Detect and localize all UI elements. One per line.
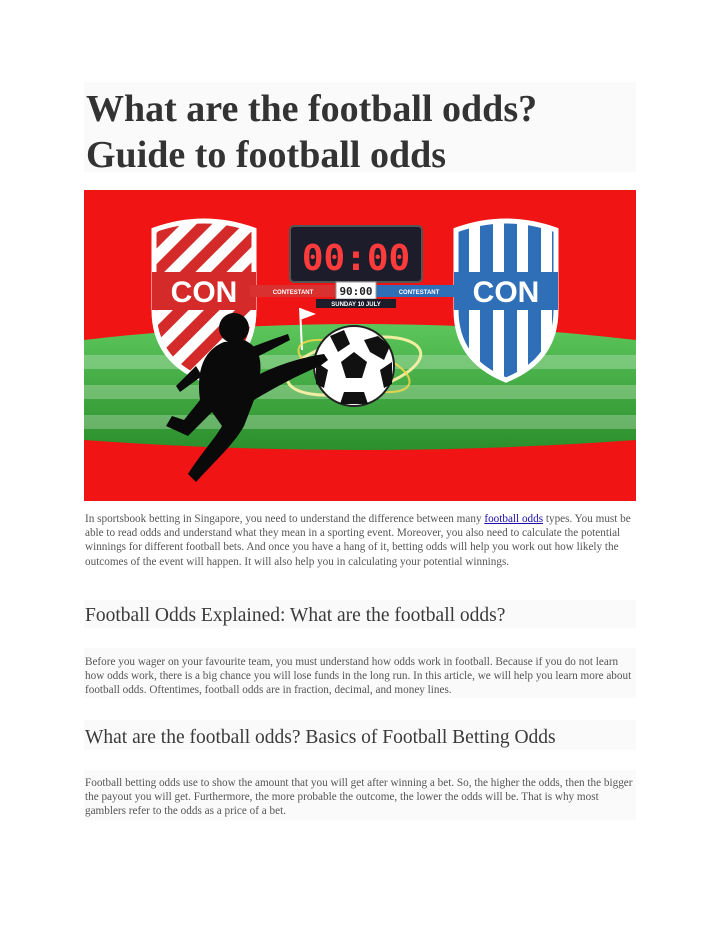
right-contestant-label: CONTESTANT (398, 290, 440, 296)
right-shield (454, 221, 558, 380)
match-date: SUNDAY 10 JULY (331, 302, 381, 308)
section2-paragraph: Football betting odds use to show the amount that you will get after winning a bet. So, the higher the odds, then the bigger the payout you will get. Furthermore, the more probable the outcome, the lower the odds will be. That is why most gamblers refer to the odds as a price of a bet. (85, 777, 633, 818)
title-line-2: Guide to football odds (86, 134, 447, 176)
section1-heading: Football Odds Explained: What are the football odds? (85, 605, 506, 626)
football-odds-link[interactable]: football odds (484, 513, 544, 525)
scoreboard-time: 00:00 (301, 238, 411, 279)
left-shield-text: CON (170, 276, 238, 309)
scoreboard (250, 226, 462, 308)
section2-heading: What are the football odds? Basics of Football Betting Odds (85, 727, 556, 748)
title-line-1: What are the football odds? (86, 88, 538, 130)
right-shield-text: CON (472, 276, 540, 309)
section1-paragraph: Before you wager on your favourite team, you must understand how odds work in football. Because if you do not learn how odds work, there is a big chance you will lose funds in the long run. In this article, we will help you learn more about football odds. Oftentimes, football odds are in fraction, decimal, and money lines. (85, 656, 632, 697)
page-title (86, 86, 634, 178)
left-contestant-label: CONTESTANT (272, 290, 314, 296)
hero-image (84, 190, 636, 501)
match-clock: 90:00 (339, 285, 373, 298)
intro-text-after-link: types. You must be able to read odds and understand what they mean in a sporting event. Moreover, you also need to calculate the potential winnings for different football bets. And once you have a hang of it, betting odds will help you work out how likely the outcomes of the event will happen. It will also help you in calculating your potential winnings. (85, 513, 631, 568)
hero-illustration (84, 190, 636, 501)
intro-text-before-link: In sportsbook betting in Singapore, you need to understand the difference between many (85, 513, 485, 525)
intro-paragraph (85, 512, 637, 569)
